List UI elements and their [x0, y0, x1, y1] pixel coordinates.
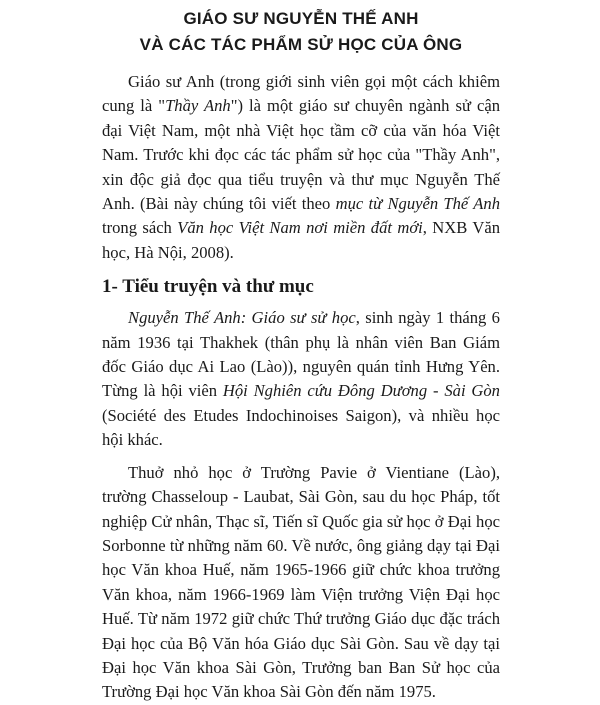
- intro-italic-2: mục từ Nguyễn Thế Anh: [335, 194, 500, 214]
- title-line-1: GIÁO SƯ NGUYỄN THẾ ANH: [183, 9, 419, 28]
- intro-paragraph: [102, 70, 500, 265]
- section-heading: 1- Tiểu truyện và thư mục: [102, 276, 314, 298]
- bio-text-1: , sinh ngày 1 tháng 6 năm 1936 tại Thakhek (thân phụ là nhân viên Ban Giám đốc Giáo dục Ai Lao (Lào)), nguyên quán tỉnh Hưng Yên. Từng là hội viên: [102, 308, 500, 401]
- intro-text-1: Giáo sư Anh (trong giới sinh viên gọi một cách khiêm cung là ": [102, 72, 500, 116]
- bio-italic-1: Nguyễn Thế Anh: Giáo sư sử học: [128, 308, 356, 328]
- page-title: [102, 6, 500, 58]
- intro-text-4: , NXB Văn học, Hà Nội, 2008).: [102, 218, 501, 262]
- intro-italic-3: Văn học Việt Nam nơi miền đất mới: [177, 218, 423, 238]
- intro-text-2: ") là một giáo sư chuyên ngành sử cận đại Việt Nam, một nhà Việt học tầm cỡ của văn hóa Việt Nam. Trước khi đọc các tác phẩm sử học của "Thầy Anh", xin độc giả đọc qua tiểu truyện và thư mục Nguyễn Thế Anh. (Bài này chúng tôi viết theo: [102, 96, 500, 214]
- bio-paragraph: [102, 306, 500, 452]
- title-line-2: VÀ CÁC TÁC PHẨM SỬ HỌC CỦA ÔNG: [139, 35, 463, 54]
- career-paragraph: Thuở nhỏ học ở Trường Pavie ở Vientiane (Lào), trường Chasseloup - Laubat, Sài Gòn, sau du học Pháp, tốt nghiệp Cử nhân, Thạc sĩ, Tiến sĩ Quốc gia sử học ở Đại học Sorbonne từ những năm 60. Về nước, ông giảng dạy tại Đại học Văn khoa Huế, năm 1965-1966 giữ chức khoa trưởng Văn khoa, năm 1966-1969 làm Viện trưởng Viện Đại học Huế. Từ năm 1972 giữ chức Thứ trưởng Giáo dục đặc trách Đại học của Bộ Văn hóa Giáo dục Sài Gòn. Sau về dạy tại Đại học Văn khoa Sài Gòn, Trưởng ban Ban Sử học của Trường Đại học Văn khoa Sài Gòn đến năm 1975.: [102, 462, 500, 702]
- bio-text-2: (Société des Etudes Indochinoises Saigon), và nhiều học hội khác.: [102, 405, 500, 450]
- intro-text-3: trong sách: [102, 218, 178, 238]
- bio-italic-2: Hội Nghiên cứu Đông Dương - Sài Gòn: [222, 381, 500, 401]
- intro-italic-1: Thầy Anh: [165, 96, 231, 116]
